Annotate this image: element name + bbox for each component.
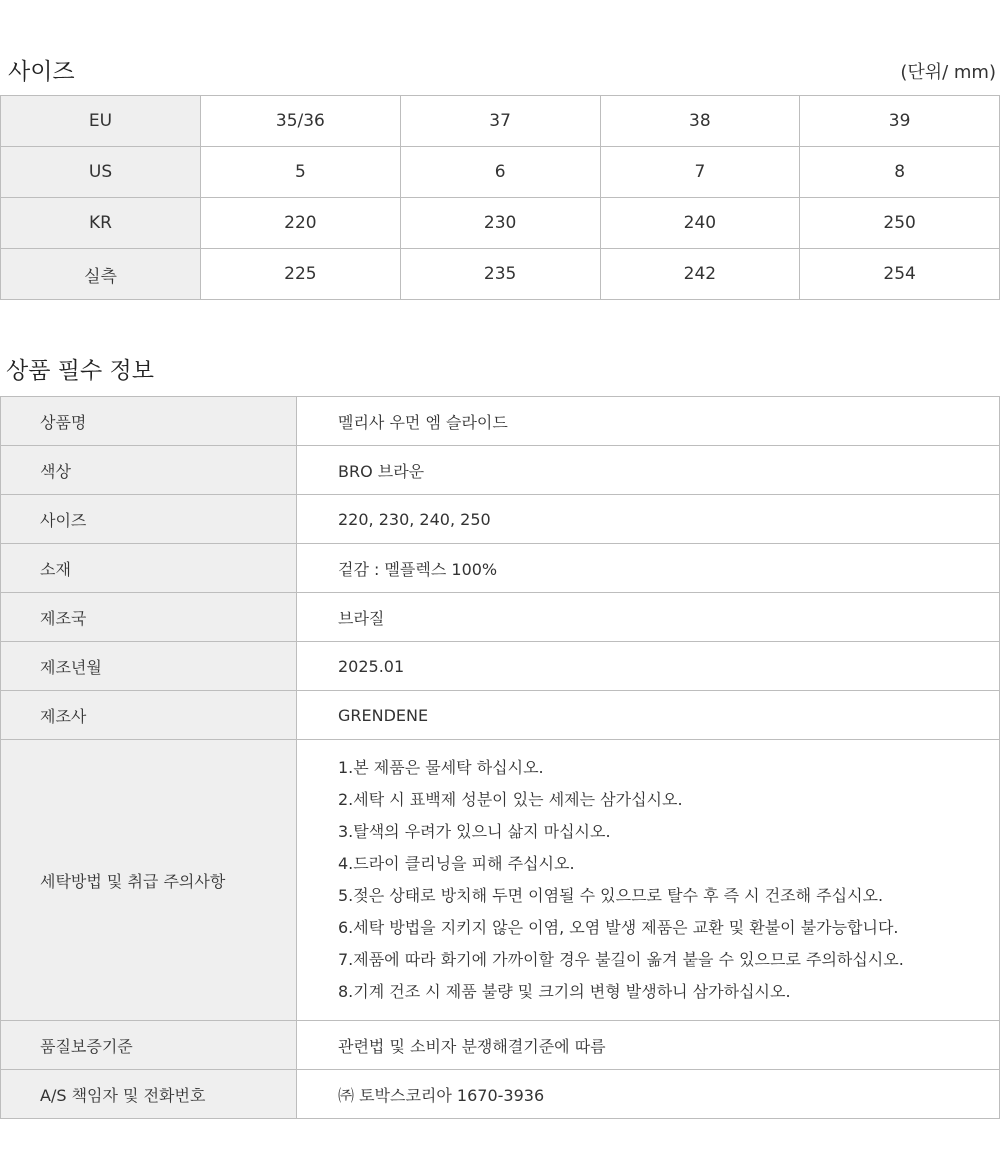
info-label: A/S 책임자 및 전화번호	[1, 1070, 297, 1119]
size-table	[0, 95, 1000, 300]
size-cell: 6	[400, 147, 600, 198]
size-cell: 5	[201, 147, 401, 198]
size-row-eu	[1, 96, 1000, 147]
size-cell: 250	[800, 198, 1000, 249]
size-cell: 7	[600, 147, 800, 198]
info-value: 겉감 : 멜플렉스 100%	[297, 544, 1000, 593]
size-row-label: KR	[1, 198, 201, 249]
info-value: ㈜ 토박스코리아 1670-3936	[297, 1070, 1000, 1119]
size-row-label: US	[1, 147, 201, 198]
care-item: 4.드라이 클리닝을 피해 주십시오.	[338, 854, 575, 873]
care-list	[338, 752, 999, 1008]
info-value: 220, 230, 240, 250	[297, 495, 1000, 544]
size-cell: 254	[800, 249, 1000, 300]
size-cell: 235	[400, 249, 600, 300]
info-row-care	[1, 740, 1000, 1021]
info-row-size	[1, 495, 1000, 544]
info-row-as-contact	[1, 1070, 1000, 1119]
info-label: 제조국	[1, 593, 297, 642]
info-row-manufacturer	[1, 691, 1000, 740]
info-row-material	[1, 544, 1000, 593]
care-item: 3.탈색의 우려가 있으니 삶지 마십시오.	[338, 822, 611, 841]
info-value: 2025.01	[297, 642, 1000, 691]
care-item: 5.젖은 상태로 방치해 두면 이염될 수 있으므로 탈수 후 즉 시 건조해 주십시오.	[338, 886, 884, 905]
care-item: 8.기계 건조 시 제품 불량 및 크기의 변형 발생하니 삼가하십시오.	[338, 982, 791, 1001]
size-cell: 35/36	[201, 96, 401, 147]
info-section-title: 상품 필수 정보	[6, 358, 154, 384]
size-row-measured	[1, 249, 1000, 300]
size-cell: 37	[400, 96, 600, 147]
info-value: GRENDENE	[297, 691, 1000, 740]
size-row-us	[1, 147, 1000, 198]
info-row-product-name	[1, 397, 1000, 446]
size-cell: 39	[800, 96, 1000, 147]
info-row-color	[1, 446, 1000, 495]
care-instructions	[297, 740, 1000, 1021]
info-value: 멜리사 우먼 엠 슬라이드	[297, 397, 1000, 446]
info-label: 소재	[1, 544, 297, 593]
size-cell: 8	[800, 147, 1000, 198]
size-cell: 242	[600, 249, 800, 300]
info-label: 세탁방법 및 취급 주의사항	[1, 740, 297, 1021]
size-row-label: 실측	[1, 249, 201, 300]
info-label: 제조년월	[1, 642, 297, 691]
info-row-quality	[1, 1021, 1000, 1070]
size-cell: 38	[600, 96, 800, 147]
info-label: 사이즈	[1, 495, 297, 544]
care-item: 7.제품에 따라 화기에 가까이할 경우 불길이 옮겨 붙을 수 있으므로 주의하십시오.	[338, 950, 904, 969]
size-cell: 225	[201, 249, 401, 300]
size-cell: 220	[201, 198, 401, 249]
care-item: 1.본 제품은 물세탁 하십시오.	[338, 758, 544, 777]
care-item: 2.세탁 시 표백제 성분이 있는 세제는 삼가십시오.	[338, 790, 683, 809]
info-label: 색상	[1, 446, 297, 495]
size-cell: 230	[400, 198, 600, 249]
info-label: 상품명	[1, 397, 297, 446]
size-row-kr	[1, 198, 1000, 249]
product-info-table	[0, 396, 1000, 1119]
size-cell: 240	[600, 198, 800, 249]
info-label: 품질보증기준	[1, 1021, 297, 1070]
info-label: 제조사	[1, 691, 297, 740]
info-row-country	[1, 593, 1000, 642]
size-section-title: 사이즈	[8, 59, 75, 85]
size-row-label: EU	[1, 96, 201, 147]
care-item: 6.세탁 방법을 지키지 않은 이염, 오염 발생 제품은 교환 및 환불이 불가능합니다.	[338, 918, 899, 937]
unit-note: (단위/ mm)	[900, 62, 996, 83]
info-row-manufacture-date	[1, 642, 1000, 691]
info-value: 관련법 및 소비자 분쟁해결기준에 따름	[297, 1021, 1000, 1070]
info-value: BRO 브라운	[297, 446, 1000, 495]
info-value: 브라질	[297, 593, 1000, 642]
